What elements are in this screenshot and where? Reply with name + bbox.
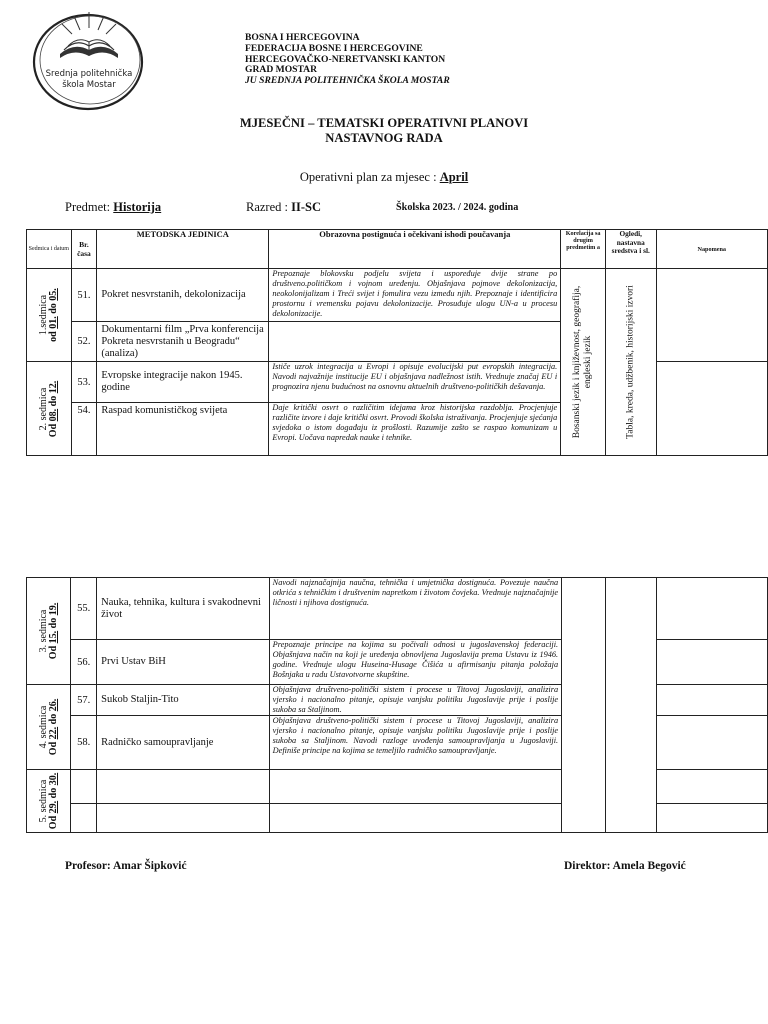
week-do: do <box>47 617 59 629</box>
lesson-outcomes <box>269 770 561 804</box>
napomena-cell <box>656 716 767 770</box>
ogledi-text: Tabla, kreda, udžbenik, historijski izvori <box>625 285 636 439</box>
lesson-outcomes: Ističe uzrok integracija u Evropi i opisuje evolucijski put evropskih integracija. Navodi najvažnije institucije EU i objašnjava nadležnost istih. Vrednuje značaj EU i prognozira njenu budućnost na osnovnu aktuelnih društveno-političkih dešavanja. <box>269 362 561 403</box>
table-row <box>27 804 768 833</box>
week-date-start: 29. <box>47 800 59 814</box>
lesson-title: Sukob Staljin-Tito <box>97 685 270 716</box>
col-sedmica: Sedmica i datum <box>27 230 72 269</box>
napomena-cell <box>656 269 767 362</box>
napomena-cell <box>656 578 767 640</box>
table-row <box>27 269 768 322</box>
table-row <box>27 770 768 804</box>
lesson-outcomes: Daje kritički osvrt o različitim idejama kroz historijska razdoblja. Procjenjuje različite izvore i daje kritički osvrt. Provodi školska istraživanja. Procjenjuje sjećanja svjedoka o istom događaju iz prošlosti. Razumije zašto se raspao komunizam u Evropi. Uočava napredak nauke i tehnike. <box>269 403 561 456</box>
table-row <box>27 362 768 403</box>
profesor-signature: Profesor: Amar Šipković <box>65 860 187 872</box>
lesson-outcomes: Prepoznaje blokovsku podjelu svijeta i uspoređuje dvije strane po društveno.političkom i vojnom uređenju. Objašnjava pojmove dekolonizacija, neokolonijalizam i Treći svijet i fomulira vezu između njih. Prepoznaje i identificira prostornu i vremensku pojavu dekolonizacije. Prosuđuje ulogu UN-a u procesu dekolonizacije. <box>269 269 561 322</box>
week-date-end: 26. <box>47 698 59 712</box>
header-line: FEDERACIJA BOSNE I HERCEGOVINE <box>245 42 423 54</box>
col-br-casa: Br. časa <box>71 230 97 269</box>
col-ogledi: Ogledi, nastavna sredstva i sl. <box>605 230 656 269</box>
lesson-title: Nauka, tehnika, kultura i svakodnevni život <box>97 578 270 640</box>
col-metodska: METODSKA JEDINICA <box>97 230 269 269</box>
lesson-number: 56. <box>71 640 97 685</box>
napomena-cell <box>656 362 767 456</box>
lesson-number <box>71 770 97 804</box>
ogledi-cell <box>606 578 656 833</box>
skolska-godina: Školska 2023. / 2024. godina <box>396 202 519 213</box>
lesson-number: 52. <box>71 322 97 362</box>
week-date-start: 01. <box>47 316 59 329</box>
lesson-number: 54. <box>71 403 97 456</box>
ogledi-cell <box>605 269 656 456</box>
plan-table-1 <box>26 229 768 456</box>
korelacija-text: Bosanski jezik i književnost, geografija, engleski jezik <box>572 285 594 439</box>
week-cell-5 <box>27 770 71 833</box>
lesson-title: Raspad komunističkog svijeta <box>97 403 269 456</box>
lesson-title: Prvi Ustav BiH <box>97 640 270 685</box>
razred-line <box>246 200 321 215</box>
lesson-outcomes: Prepoznaje principe na kojima su počivali odnosi u jugoslavenskoj federaciji. Objašnjava način na koji je uređenja obnovljena Jugoslavija prema Ustavu iz 1946. godine. Vrednuje ulogu Huseina-Husage Čišića u afirmisanju pitanja položaja Bošnjaka u radu Ustavotvorne skupštine. <box>269 640 561 685</box>
lesson-outcomes: Objašnjava društveno-politički sistem i procese u Titovoj Jugoslaviji, analizira vjersko i nacionalno pitanje, opisuje vanjsku politiku Jugoslavije prije i poslije sukoba sa Staljinom. Navodi razloge uvođenja samoupravljanja u Jugoslaviji. Definiše principe na kojima se temeljilo radničko samoupravljanje. <box>269 716 561 770</box>
week-cell-4 <box>27 685 71 770</box>
lesson-title <box>97 804 270 833</box>
week-date-start: 15. <box>47 630 59 644</box>
lesson-title <box>97 770 270 804</box>
lesson-number: 53. <box>71 362 97 403</box>
col-napomena: Napomena <box>656 230 767 269</box>
header-line: BOSNA I HERCEGOVINA <box>245 32 360 43</box>
table-row <box>27 578 768 640</box>
lesson-outcomes <box>269 804 561 833</box>
svg-text:Srednja politehnička: Srednja politehnička <box>45 69 133 79</box>
school-logo <box>30 6 148 114</box>
lesson-outcomes: Objašnjava društveno-politički sistem i procese u Titovoj Jugoslaviji, analizira vjersko i nacionalno pitanje, opisuje vanjsku politiku Jugoslavije prije i poslije sukoba sa Staljinom. <box>269 685 561 716</box>
napomena-cell <box>656 685 767 716</box>
week-od: od <box>47 331 59 342</box>
direktor-signature: Direktor: Amela Begović <box>564 860 686 872</box>
week-label: 2. sedmica <box>37 387 49 430</box>
lesson-outcomes: Navodi najznačajnija naučna, tehnička i umjetnička dostignuća. Povezuje naučna otkrića s tehničkim i društvenim napretkom i životom čovjeka. Vrednuje najznačajnije ličnosti i njihova dostignuća. <box>269 578 561 640</box>
week-label: 4. sedmica <box>37 705 49 749</box>
week-do: do <box>47 713 59 725</box>
title-line: MJESEČNI – TEMATSKI OPERATIVNI PLANOVI <box>239 116 529 130</box>
week-date-end: 19. <box>47 602 59 616</box>
week-od: Od <box>47 741 59 756</box>
week-od: Od <box>47 423 59 437</box>
table-row <box>27 640 768 685</box>
lesson-title: Dokumentarni film „Prva konferencija Pokreta nesvrstanih u Beogradu“ (analiza) <box>97 322 269 362</box>
lesson-number: 51. <box>71 269 97 322</box>
open-book-logo-icon <box>30 6 148 114</box>
week-do: do <box>47 787 59 799</box>
operativni-label: Operativni plan za mjesec : <box>299 170 440 184</box>
predmet-line <box>65 200 161 215</box>
svg-text:škola Mostar: škola Mostar <box>62 80 116 90</box>
week-do: do <box>47 395 59 406</box>
napomena-cell <box>656 640 767 685</box>
title-line: NASTAVNOG RADA <box>325 131 443 145</box>
week-od: Od <box>47 645 59 660</box>
plan-table-2 <box>26 577 768 833</box>
lesson-title: Evropske integracije nakon 1945. godine <box>97 362 269 403</box>
lesson-outcomes <box>269 322 561 362</box>
table-header-row <box>27 230 768 269</box>
week-do: do <box>47 303 59 314</box>
lesson-number <box>71 804 97 833</box>
week-date-end: 12. <box>47 380 59 393</box>
table-row <box>27 716 768 770</box>
lesson-number: 58. <box>71 716 97 770</box>
week-label: 1.sedmica <box>37 294 49 336</box>
document-title <box>0 116 768 146</box>
month-value: April <box>439 170 469 184</box>
week-cell-2 <box>27 362 72 456</box>
lesson-number: 57. <box>71 685 97 716</box>
week-cell-3 <box>27 578 71 685</box>
week-date-end: 05. <box>47 288 59 301</box>
week-label: 3. sedmica <box>37 609 49 653</box>
col-korelacija: Korelacija sa drugim predmetim a <box>561 230 606 269</box>
razred-value: II-SC <box>291 200 321 214</box>
lesson-title: Radničko samoupravljanje <box>97 716 270 770</box>
week-date-start: 22. <box>47 726 59 740</box>
table-row <box>27 685 768 716</box>
operativni-plan-line <box>0 170 768 185</box>
predmet-label: Predmet: <box>65 200 114 214</box>
korelacija-cell <box>562 578 606 833</box>
napomena-cell <box>656 770 767 804</box>
header-line: HERCEGOVAČKO-NERETVANSKI KANTON <box>245 53 446 65</box>
week-cell-1 <box>27 269 72 362</box>
razred-label: Razred : <box>246 200 292 214</box>
predmet-value: Historija <box>113 200 162 214</box>
header-line: GRAD MOSTAR <box>245 64 318 76</box>
institution-header <box>245 33 450 87</box>
week-date-start: 08. <box>47 408 59 421</box>
korelacija-cell <box>561 269 606 456</box>
lesson-title: Pokret nesvrstanih, dekolonizacija <box>97 269 269 322</box>
napomena-cell <box>656 804 767 833</box>
week-label: 5. sedmica <box>37 779 49 823</box>
header-school-name: JU SREDNJA POLITEHNIČKA ŠKOLA MOSTAR <box>245 75 450 87</box>
col-ishodi: Obrazovna postignuća i očekivani ishodi poučavanja <box>269 230 561 269</box>
week-date-end: 30. <box>47 772 59 786</box>
lesson-number: 55. <box>71 578 97 640</box>
week-od: Od <box>47 815 59 830</box>
